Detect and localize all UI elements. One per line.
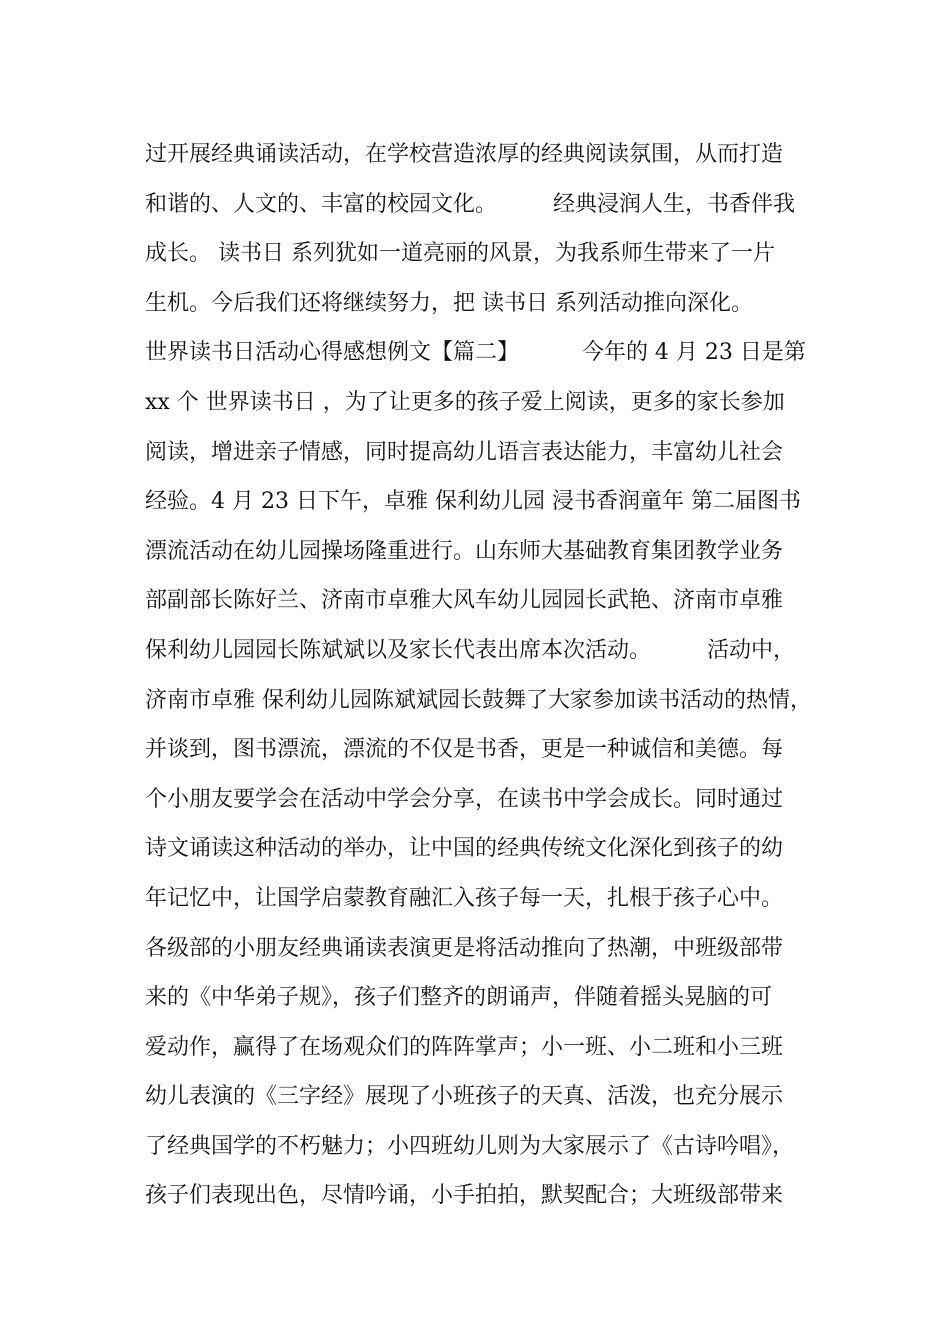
text-line: 各级部的小朋友经典诵读表演更是将活动推向了热潮，中班级部带: [145, 935, 784, 961]
text-line: 个小朋友要学会在活动中学会分享，在读书中学会成长。同时通过: [145, 786, 784, 812]
text-line: 并谈到，图书漂流，漂流的不仅是书香，更是一种诚信和美德。每: [145, 737, 784, 763]
text-line: 阅读，增进亲子情感，同时提高幼儿语言表达能力，丰富幼儿社会: [145, 439, 784, 465]
text-line: 成长。 读书日 系列犹如一道亮丽的风景，为我系师生带来了一片: [145, 241, 775, 267]
text-line: xx 个 世界读书日 ，为了让更多的孩子爱上阅读，更多的家长参加: [145, 389, 785, 415]
text-line: 幼儿表演的《三字经》展现了小班孩子的天真、活泼，也充分展示: [145, 1084, 784, 1110]
text-line: 年记忆中，让国学启蒙教育融汇入孩子每一天，扎根于孩子心中。: [145, 885, 784, 911]
text-line: 保利幼儿园园长陈斌斌以及家长代表出席本次活动。 活动中，: [145, 637, 795, 663]
text-line: 过开展经典诵读活动，在学校营造浓厚的经典阅读氛围，从而打造: [145, 142, 784, 167]
text-line: 爱动作，赢得了在场观众们的阵阵掌声；小一班、小二班和小三班: [145, 1034, 784, 1060]
text-line: 和谐的、人文的、丰富的校园文化。 经典浸润人生，书香伴我: [145, 191, 795, 217]
text-line: 来的《中华弟子规》，孩子们整齐的朗诵声，伴随着摇头晃脑的可: [145, 985, 773, 1011]
text-line: 了经典国学的不朽魅力；小四班幼儿则为大家展示了《古诗吟唱》，: [145, 1133, 795, 1159]
text-line: 漂流活动在幼儿园操场隆重进行。山东师大基础教育集团教学业务: [145, 538, 784, 564]
text-line: 生机。今后我们还将继续努力，把 读书日 系列活动推向深化。: [145, 290, 753, 316]
text-line: 部副部长陈好兰、济南市卓雅大风车幼儿园园长武艳、济南市卓雅: [145, 588, 784, 614]
text-line: 诗文诵读这种活动的举办，让中国的经典传统文化深化到孩子的幼: [145, 836, 784, 862]
text-line: 孩子们表现出色，尽情吟诵，小手拍拍，默契配合；大班级部带来: [145, 1183, 784, 1209]
text-line: 济南市卓雅 保利幼儿园陈斌斌园长鼓舞了大家参加读书活动的热情，: [145, 687, 812, 713]
body-text: [145, 130, 835, 1221]
text-line: 世界读书日活动心得感想例文【篇二】 今年的 4 月 23 日是第: [145, 340, 806, 366]
text-line: 经验。4 月 23 日下午，卓雅 保利幼儿园 浸书香润童年 第二届图书: [145, 489, 801, 515]
